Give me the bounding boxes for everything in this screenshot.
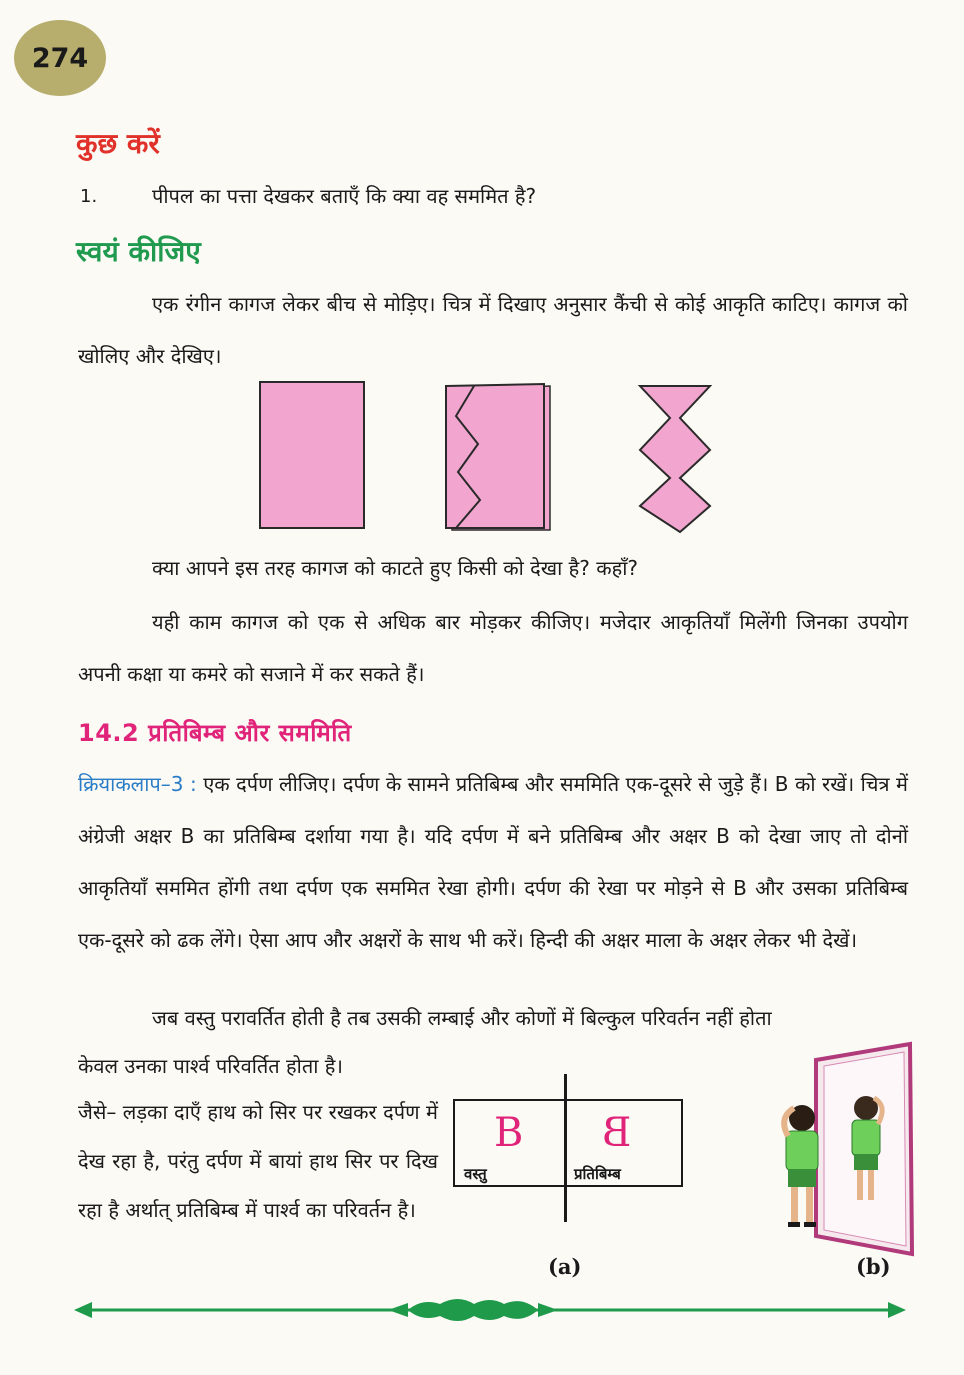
- paragraph-swayam-3: यही काम कागज को एक से अधिक बार मोड़कर कीजिए। मजेदार आकृतियाँ मिलेंगी जिनका उपयोग अपनी कक्षा या कमरे को सजाने में कर सकते हैं।: [78, 610, 908, 686]
- page-number: 274: [31, 42, 89, 74]
- real-boy: [784, 1105, 818, 1227]
- mirrored-letter-b: B: [602, 1110, 632, 1156]
- paragraph-swayam-1: एक रंगीन कागज लेकर बीच से मोड़िए। चित्र में दिखाए अनुसार कैंची से कोई आकृति काटिए। कागज को खोलिए और देखिए।: [78, 292, 908, 368]
- image-label: प्रतिबिम्ब: [574, 1165, 621, 1183]
- activity-text: एक दर्पण लीजिए। दर्पण के सामने प्रतिबिम्ब और सममिति एक-दूसरे से जुड़े हैं। B को रखें। चित्र में अंग्रेजी अक्षर B का प्रतिबिम्ब दर्शाया गया है। यदि दर्पण में बने प्रतिबिम्ब और अक्षर B को देखा जाए तो दोनों आकृतियाँ सममित होंगी तथा दर्पण एक सममित रेखा होगी। दर्पण की रेखा पर मोड़ने से B और उसका प्रतिबिम्ब एक-दूसरे को ढक लेंगे। ऐसा आप और अक्षरों के साथ भी करें। हिन्दी की अक्षर माला के अक्षर लेकर भी देखें।: [78, 772, 908, 952]
- activity-label: क्रियाकलाप–3 :: [78, 772, 197, 796]
- object-label: वस्तु: [464, 1165, 487, 1183]
- heading-14-2: 14.2 प्रतिबिम्ब और सममिति: [78, 719, 352, 747]
- mirror-line: [564, 1074, 567, 1222]
- item-text: पीपल का पत्ता देखकर बताएँ कि क्या वह सममित है?: [152, 184, 537, 208]
- item-number: 1.: [80, 186, 98, 207]
- paper-cutting-figure: [250, 380, 730, 540]
- heading-kuch-karen: कुछ करें: [76, 127, 160, 160]
- paragraph-lateral-2: केवल उनका पार्श्व परिवर्तित होता है।: [78, 1054, 343, 1078]
- caption-b: (b): [856, 1254, 891, 1279]
- figure-a-mirror-box: [452, 1080, 682, 1192]
- cut-symmetric-shape: [640, 386, 710, 532]
- boy-mirror-illustration: [770, 1040, 920, 1264]
- paragraph-example: जैसे– लड़का दाएँ हाथ को सिर पर रखकर दर्पण में देख रहा है, परंतु दर्पण में बायां हाथ सिर पर दिख रहा है अर्थात् प्रतिबिम्ब में पार्श्व का परिवर्तन है।: [78, 1100, 438, 1222]
- paragraph-activity: [78, 758, 908, 966]
- folded-paper-with-cut-line: [446, 384, 550, 530]
- paragraph-lateral-1: जब वस्तु परावर्तित होती है तब उसकी लम्बाई और कोणों में बिल्कुल परिवर्तन नहीं होता: [152, 1006, 772, 1030]
- paragraph-swayam-2: क्या आपने इस तरह कागज को काटते हुए किसी को देखा है? कहाँ?: [152, 556, 639, 580]
- heading-swayam-kijiye: स्वयं कीजिए: [76, 235, 201, 268]
- page-number-badge: [14, 20, 106, 96]
- caption-a: (a): [548, 1254, 582, 1279]
- plain-paper: [260, 382, 364, 528]
- letter-b: B: [494, 1110, 524, 1156]
- decorative-bottom-border: [72, 1290, 908, 1334]
